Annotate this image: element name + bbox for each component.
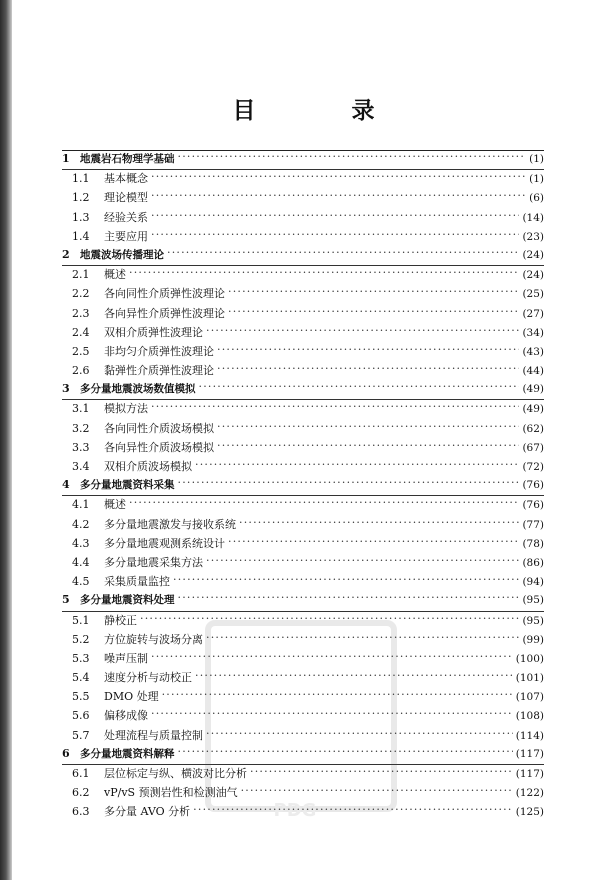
toc-page-number: (78) bbox=[522, 537, 544, 550]
toc-entry-number: 4.5 bbox=[72, 575, 90, 589]
toc-section-row[interactable] bbox=[62, 324, 544, 343]
dot-leader bbox=[217, 439, 519, 452]
toc-page-number: (49) bbox=[522, 403, 544, 416]
toc-page-number: (14) bbox=[522, 211, 544, 224]
toc-entry-number: 4.1 bbox=[72, 498, 90, 512]
dot-leader bbox=[167, 246, 519, 259]
toc-chapter-row[interactable] bbox=[62, 381, 544, 400]
page-title: 目 录 bbox=[232, 98, 419, 124]
toc-entry-number: 5.6 bbox=[72, 709, 90, 723]
toc-entry-title: 速度分析与动校正 bbox=[104, 671, 192, 685]
toc-entry-title: 双相介质波场模拟 bbox=[104, 460, 192, 473]
toc-page-number: (94) bbox=[522, 576, 544, 589]
toc-entry-number: 5.4 bbox=[72, 671, 90, 685]
toc-page-number: (117) bbox=[515, 768, 544, 780]
toc-section-row[interactable] bbox=[62, 496, 544, 515]
toc-entry-number: 5.7 bbox=[72, 728, 90, 742]
toc-page-number: (72) bbox=[522, 461, 544, 473]
toc-entry-number: 5.1 bbox=[72, 613, 90, 627]
toc-entry-number: 3.3 bbox=[72, 440, 90, 454]
toc-page-number: (49) bbox=[522, 383, 544, 396]
toc-entry-number: 5.2 bbox=[72, 632, 90, 646]
toc-page-number: (34) bbox=[522, 326, 544, 339]
toc-section-row[interactable] bbox=[62, 535, 544, 554]
toc-entry-title: 多分量 AVO 分析 bbox=[104, 805, 191, 819]
dot-leader bbox=[206, 554, 519, 567]
dot-leader bbox=[151, 209, 519, 222]
toc-entry-number: 2.4 bbox=[72, 325, 90, 339]
toc-entry-title: 概述 bbox=[104, 268, 126, 282]
toc-entry-title: 多分量地震观测系统设计 bbox=[104, 536, 225, 550]
dot-leader bbox=[129, 496, 519, 509]
toc-entry-title: 方位旋转与波场分离 bbox=[104, 632, 203, 646]
dot-leader bbox=[129, 266, 519, 279]
toc-section-row[interactable] bbox=[62, 439, 544, 458]
toc-page-number: (117) bbox=[515, 747, 544, 760]
toc-page-number: (62) bbox=[522, 422, 544, 435]
toc-entry-number: 2.5 bbox=[72, 344, 90, 358]
toc-entry-number: 1.3 bbox=[72, 210, 90, 224]
toc-section-row[interactable] bbox=[62, 189, 544, 208]
toc-entry-number: 2.3 bbox=[72, 306, 90, 320]
toc-entry-number: 1.1 bbox=[72, 172, 90, 186]
dot-leader bbox=[206, 324, 519, 337]
toc-entry-number: 4.3 bbox=[72, 536, 90, 550]
toc-page-number: (1) bbox=[529, 173, 544, 186]
toc-entry-title: 模拟方法 bbox=[104, 402, 148, 416]
dot-leader bbox=[151, 189, 526, 202]
toc-section-row[interactable] bbox=[62, 362, 544, 381]
dot-leader bbox=[228, 535, 519, 548]
toc-entry-title: 偏移成像 bbox=[104, 709, 148, 723]
toc-entry-title: 黏弹性介质弹性波理论 bbox=[104, 364, 214, 378]
dot-leader bbox=[217, 362, 519, 375]
toc-entry-number: 3.2 bbox=[72, 421, 90, 435]
dot-leader bbox=[195, 458, 519, 471]
dot-leader bbox=[173, 573, 519, 586]
toc-entry-title: 经验关系 bbox=[104, 210, 148, 224]
toc-entry-number: 6.2 bbox=[72, 786, 90, 800]
toc-page-number: (86) bbox=[522, 556, 544, 569]
dot-leader bbox=[151, 228, 519, 241]
toc-page-number: (67) bbox=[522, 441, 544, 454]
watermark-label: PDG bbox=[273, 800, 317, 821]
toc-section-row[interactable] bbox=[62, 209, 544, 228]
toc-entry-number: 5 bbox=[62, 593, 70, 607]
toc-entry-number: 5.5 bbox=[72, 690, 90, 704]
toc-page-number: (95) bbox=[522, 614, 544, 627]
toc-entry-title: 噪声压制 bbox=[104, 651, 148, 665]
toc-entry-number: 3.4 bbox=[72, 460, 90, 473]
toc-entry-number: 2.2 bbox=[72, 287, 90, 301]
toc-entry-title: 层位标定与纵、横波对比分析 bbox=[104, 767, 247, 780]
seal-stamp-icon bbox=[205, 620, 397, 812]
toc-page-number: (125) bbox=[515, 806, 544, 819]
toc-page-number: (76) bbox=[522, 499, 544, 512]
toc-page-number: (100) bbox=[515, 652, 544, 665]
toc-chapter-row[interactable] bbox=[62, 477, 544, 496]
toc-entry-title: 地震波场传播理论 bbox=[80, 248, 164, 261]
toc-entry-number: 4.2 bbox=[72, 517, 90, 531]
toc-entry-title: 静校正 bbox=[104, 613, 137, 627]
toc-entry-number: 1 bbox=[62, 152, 70, 165]
toc-entry-title: 多分量地震资料采集 bbox=[80, 479, 175, 492]
toc-section-row[interactable] bbox=[62, 573, 544, 592]
toc-page-number: (24) bbox=[522, 269, 544, 282]
toc-page-number: (99) bbox=[522, 633, 544, 646]
toc-entry-number: 5.3 bbox=[72, 651, 90, 665]
toc-page-number: (44) bbox=[522, 365, 544, 378]
toc-page-number: (95) bbox=[522, 594, 544, 607]
toc-entry-title: DMO 处理 bbox=[104, 690, 159, 704]
toc-entry-number: 4.4 bbox=[72, 555, 90, 569]
dot-leader bbox=[239, 516, 519, 529]
toc-page-number: (101) bbox=[515, 672, 544, 685]
toc-section-row[interactable] bbox=[62, 516, 544, 535]
toc-section-row[interactable] bbox=[62, 266, 544, 285]
dot-leader bbox=[217, 420, 519, 433]
toc-entry-title: 基本概念 bbox=[104, 172, 148, 186]
toc-section-row[interactable] bbox=[62, 305, 544, 324]
toc-page-number: (107) bbox=[515, 691, 544, 704]
toc-entry-title: 各向同性介质弹性波理论 bbox=[104, 287, 225, 301]
toc-entry-title: 地震岩石物理学基础 bbox=[80, 153, 175, 165]
toc-entry-title: 采集质量监控 bbox=[104, 575, 170, 589]
dot-leader bbox=[151, 170, 526, 183]
toc-entry-title: 各向同性介质波场模拟 bbox=[104, 421, 214, 435]
toc-entry-title: 多分量地震采集方法 bbox=[104, 555, 203, 569]
toc-section-row[interactable] bbox=[62, 285, 544, 304]
toc-section-row[interactable] bbox=[62, 400, 544, 419]
toc-entry-number: 1.2 bbox=[72, 191, 90, 205]
toc-entry-number: 6.1 bbox=[72, 767, 90, 780]
toc-section-row[interactable] bbox=[62, 170, 544, 189]
toc-section-row[interactable] bbox=[62, 228, 544, 247]
toc-entry-number: 6.3 bbox=[72, 805, 90, 819]
dot-leader bbox=[178, 150, 527, 163]
toc-entry-number: 3 bbox=[62, 382, 70, 396]
toc-entry-title: 多分量地震资料处理 bbox=[80, 594, 175, 607]
dot-leader bbox=[199, 380, 520, 393]
toc-entry-title: 各向异性介质弹性波理论 bbox=[104, 306, 225, 320]
toc-entry-title: 多分量地震激发与接收系统 bbox=[104, 517, 236, 531]
toc-entry-number: 2 bbox=[62, 247, 70, 261]
toc-entry-title: 非均匀介质弹性波理论 bbox=[104, 344, 214, 358]
toc-entry-number: 2.1 bbox=[72, 268, 90, 282]
toc-section-row[interactable] bbox=[62, 554, 544, 573]
dot-leader bbox=[228, 305, 519, 318]
toc-entry-number: 2.6 bbox=[72, 364, 90, 378]
toc-section-row[interactable] bbox=[62, 420, 544, 439]
toc-page-number: (77) bbox=[522, 518, 544, 531]
toc-page-number: (1) bbox=[529, 153, 544, 165]
dot-leader bbox=[217, 343, 519, 356]
toc-section-row[interactable] bbox=[62, 458, 544, 477]
toc-page-number: (114) bbox=[515, 729, 544, 742]
dot-leader bbox=[228, 285, 519, 298]
toc-entry-title: 概述 bbox=[104, 498, 126, 512]
toc-entry-number: 3.1 bbox=[72, 402, 90, 416]
toc-entry-number: 4 bbox=[62, 478, 70, 492]
toc-entry-title: vP/vS 预测岩性和检测油气 bbox=[104, 786, 238, 800]
toc-page-number: (23) bbox=[522, 230, 544, 243]
dot-leader bbox=[178, 476, 520, 489]
toc-section-row[interactable] bbox=[62, 343, 544, 362]
toc-entry-number: 1.4 bbox=[72, 229, 90, 243]
toc-page-number: (24) bbox=[522, 248, 544, 261]
toc-entry-title: 各向异性介质波场模拟 bbox=[104, 440, 214, 454]
toc-page-number: (43) bbox=[522, 345, 544, 358]
toc-entry-title: 理论模型 bbox=[104, 191, 148, 205]
toc-page-number: (25) bbox=[522, 288, 544, 301]
toc-page-number: (6) bbox=[529, 192, 544, 205]
toc-page-number: (108) bbox=[515, 710, 544, 723]
dot-leader bbox=[151, 400, 519, 413]
toc-chapter-row[interactable] bbox=[62, 150, 544, 170]
watermark-seal bbox=[195, 600, 395, 830]
toc-entry-number: 6 bbox=[62, 746, 70, 760]
toc-entry-title: 多分量地震资料解释 bbox=[80, 747, 175, 760]
toc-page-number: (122) bbox=[515, 787, 544, 800]
toc-entry-title: 双相介质弹性波理论 bbox=[104, 325, 203, 339]
toc-page-number: (76) bbox=[522, 479, 544, 492]
toc-entry-title: 多分量地震波场数值模拟 bbox=[80, 383, 196, 396]
toc-page-number: (27) bbox=[522, 307, 544, 320]
scan-edge-shadow bbox=[0, 0, 12, 880]
toc-entry-title: 处理流程与质量控制 bbox=[104, 728, 203, 742]
toc-chapter-row[interactable] bbox=[62, 247, 544, 266]
toc-entry-title: 主要应用 bbox=[104, 229, 148, 243]
